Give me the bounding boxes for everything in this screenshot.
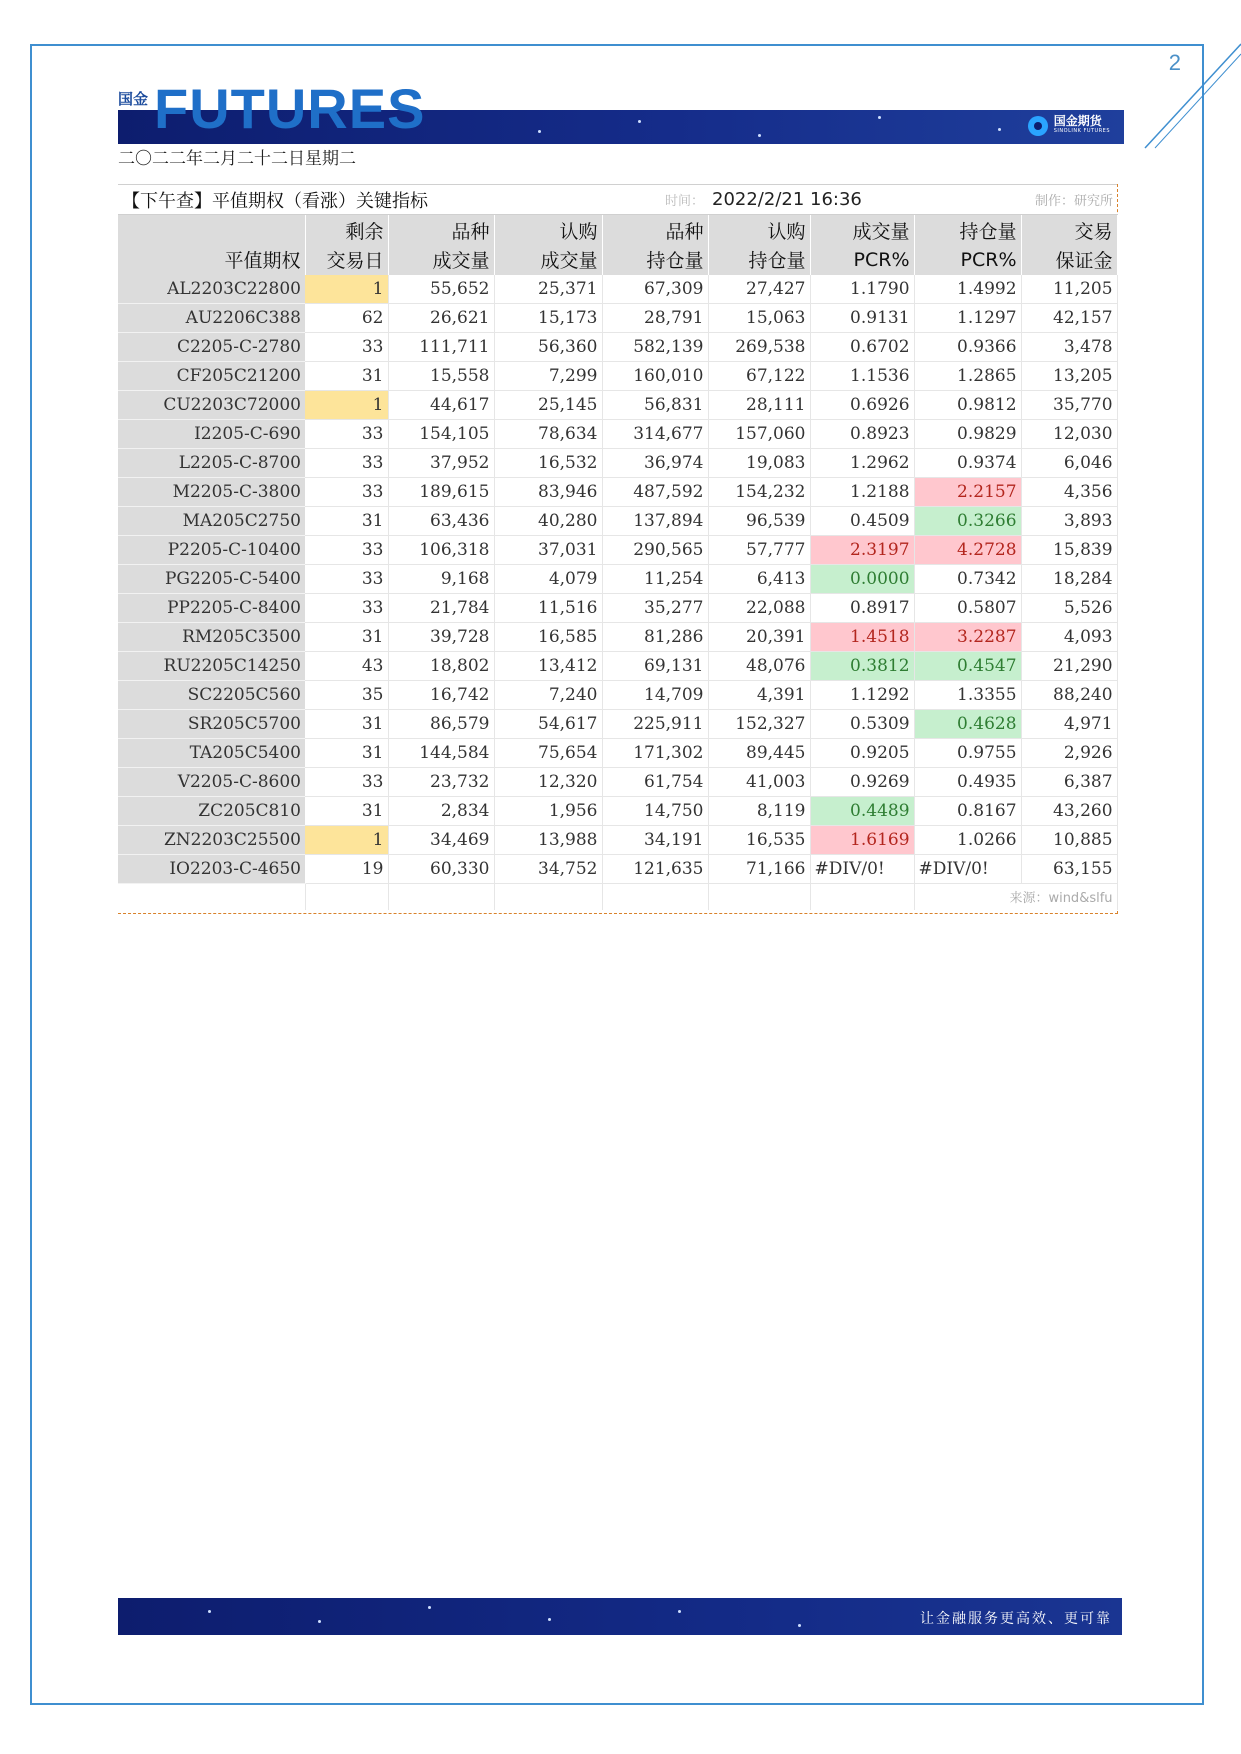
volume-pcr-cell: 0.9269 [810,768,914,797]
header-top-cell: 剩余 [305,215,388,245]
table-row [118,739,1117,768]
header-bottom-cell: 持仓量 [602,245,708,275]
margin-cell: 13,205 [1021,362,1117,391]
open-interest-cell: 61,754 [602,768,708,797]
table-row [118,507,1117,536]
days-left-cell: 35 [305,681,388,710]
empty-footer-cell [118,884,305,910]
empty-footer-cell [388,884,494,910]
days-left-cell: 31 [305,507,388,536]
report-date: 二〇二二年二月二十二日星期二 [118,149,356,169]
oi-pcr-cell: 1.0266 [914,826,1021,855]
volume-cell: 106,318 [388,536,494,565]
volume-pcr-cell: 1.2188 [810,478,914,507]
call-open-interest-cell: 152,327 [708,710,810,739]
oi-pcr-cell: 0.9374 [914,449,1021,478]
call-open-interest-cell: 22,088 [708,594,810,623]
volume-pcr-cell: 2.3197 [810,536,914,565]
option-name-cell: L2205-C-8700 [118,449,305,478]
empty-footer-cell [810,884,914,910]
margin-cell: 4,971 [1021,710,1117,739]
empty-footer-cell [602,884,708,910]
option-name-cell: RM205C3500 [118,623,305,652]
volume-pcr-cell: #DIV/0! [810,855,914,884]
table-title: 【下午查】平值期权（看涨）关键指标 [118,185,602,215]
table-row [118,565,1117,594]
volume-cell: 18,802 [388,652,494,681]
days-left-cell: 33 [305,536,388,565]
volume-cell: 34,469 [388,826,494,855]
days-left-cell: 43 [305,652,388,681]
open-interest-cell: 56,831 [602,391,708,420]
call-volume-cell: 16,585 [494,623,602,652]
time-value: 2022/2/21 16:36 [708,185,914,215]
days-left-cell: 1 [305,826,388,855]
volume-pcr-cell: 0.6702 [810,333,914,362]
option-name-cell: M2205-C-3800 [118,478,305,507]
days-left-cell: 62 [305,304,388,333]
volume-cell: 16,742 [388,681,494,710]
volume-cell: 60,330 [388,855,494,884]
header-top-cell: 认购 [494,215,602,245]
open-interest-cell: 14,750 [602,797,708,826]
call-volume-cell: 34,752 [494,855,602,884]
open-interest-cell: 81,286 [602,623,708,652]
option-name-cell: RU2205C14250 [118,652,305,681]
days-left-cell: 19 [305,855,388,884]
margin-cell: 3,478 [1021,333,1117,362]
call-open-interest-cell: 8,119 [708,797,810,826]
volume-cell: 144,584 [388,739,494,768]
call-open-interest-cell: 19,083 [708,449,810,478]
table-row [118,333,1117,362]
table-row [118,594,1117,623]
open-interest-cell: 36,974 [602,449,708,478]
empty-footer-cell [494,884,602,910]
option-name-cell: TA205C5400 [118,739,305,768]
brand-name: 国金期货 [1053,114,1102,128]
table-row [118,768,1117,797]
volume-cell: 39,728 [388,623,494,652]
margin-cell: 6,387 [1021,768,1117,797]
header-bottom-cell: 持仓量 [708,245,810,275]
header-bottom-cell: 保证金 [1021,245,1117,275]
volume-pcr-cell: 0.0000 [810,565,914,594]
footer-slogan: 让金融服务更高效、更可靠 [920,1611,1112,1627]
option-name-cell: C2205-C-2780 [118,333,305,362]
page-number: 2 [1168,50,1181,75]
call-open-interest-cell: 6,413 [708,565,810,594]
volume-pcr-cell: 0.4489 [810,797,914,826]
days-left-cell: 33 [305,449,388,478]
author-label: 制作：研究所 [914,185,1117,215]
margin-cell: 2,926 [1021,739,1117,768]
volume-cell: 21,784 [388,594,494,623]
logo-futures: FUTURES [154,77,426,140]
volume-cell: 23,732 [388,768,494,797]
option-name-cell: V2205-C-8600 [118,768,305,797]
call-open-interest-cell: 89,445 [708,739,810,768]
header-bottom-cell: 交易日 [305,245,388,275]
data-source-note: 来源：wind&slfu [914,884,1117,910]
empty-footer-cell [305,884,388,910]
header-top-cell: 持仓量 [914,215,1021,245]
indicator-table [118,184,1118,914]
call-open-interest-cell: 20,391 [708,623,810,652]
days-left-cell: 31 [305,362,388,391]
header-bottom-cell: PCR% [914,245,1021,275]
header-top-cell: 认购 [708,215,810,245]
header-top-cell: 品种 [602,215,708,245]
table-row [118,275,1117,304]
call-volume-cell: 78,634 [494,420,602,449]
oi-pcr-cell: 0.9366 [914,333,1021,362]
call-volume-cell: 12,320 [494,768,602,797]
oi-pcr-cell: 0.4628 [914,710,1021,739]
header-bottom-cell: 成交量 [494,245,602,275]
open-interest-cell: 160,010 [602,362,708,391]
margin-cell: 35,770 [1021,391,1117,420]
table-row [118,623,1117,652]
brand-sub: SINOLINK FUTURES [1053,128,1110,134]
oi-pcr-cell: 0.9755 [914,739,1021,768]
volume-cell: 189,615 [388,478,494,507]
call-open-interest-cell: 96,539 [708,507,810,536]
brand-logo-icon [1028,116,1048,136]
volume-cell: 15,558 [388,362,494,391]
option-name-cell: MA205C2750 [118,507,305,536]
call-volume-cell: 13,412 [494,652,602,681]
call-volume-cell: 75,654 [494,739,602,768]
margin-cell: 6,046 [1021,449,1117,478]
call-volume-cell: 16,532 [494,449,602,478]
volume-pcr-cell: 0.6926 [810,391,914,420]
volume-pcr-cell: 0.9131 [810,304,914,333]
table-row [118,449,1117,478]
table-row [118,304,1117,333]
call-volume-cell: 25,145 [494,391,602,420]
open-interest-cell: 35,277 [602,594,708,623]
days-left-cell: 33 [305,478,388,507]
volume-cell: 63,436 [388,507,494,536]
oi-pcr-cell: 0.5807 [914,594,1021,623]
table-row [118,855,1117,884]
volume-pcr-cell: 1.6169 [810,826,914,855]
open-interest-cell: 121,635 [602,855,708,884]
open-interest-cell: 69,131 [602,652,708,681]
margin-cell: 18,284 [1021,565,1117,594]
table-row [118,391,1117,420]
volume-pcr-cell: 0.4509 [810,507,914,536]
days-left-cell: 31 [305,739,388,768]
table-row [118,797,1117,826]
volume-cell: 111,711 [388,333,494,362]
table-row [118,681,1117,710]
days-left-cell: 31 [305,797,388,826]
oi-pcr-cell: 1.4992 [914,275,1021,304]
call-volume-cell: 15,173 [494,304,602,333]
table-row [118,478,1117,507]
margin-cell: 11,205 [1021,275,1117,304]
option-name-cell: CU2203C72000 [118,391,305,420]
days-left-cell: 1 [305,275,388,304]
table-row [118,420,1117,449]
option-name-cell: PG2205-C-5400 [118,565,305,594]
time-label: 时间： [602,185,708,215]
call-open-interest-cell: 41,003 [708,768,810,797]
option-name-cell: AU2206C388 [118,304,305,333]
call-open-interest-cell: 57,777 [708,536,810,565]
table-row [118,536,1117,565]
open-interest-cell: 34,191 [602,826,708,855]
call-volume-cell: 40,280 [494,507,602,536]
call-volume-cell: 54,617 [494,710,602,739]
call-open-interest-cell: 27,427 [708,275,810,304]
days-left-cell: 33 [305,594,388,623]
margin-cell: 42,157 [1021,304,1117,333]
volume-cell: 26,621 [388,304,494,333]
call-volume-cell: 56,360 [494,333,602,362]
call-volume-cell: 25,371 [494,275,602,304]
oi-pcr-cell: 0.9812 [914,391,1021,420]
volume-pcr-cell: 0.8923 [810,420,914,449]
table-row [118,710,1117,739]
volume-pcr-cell: 1.2962 [810,449,914,478]
call-open-interest-cell: 15,063 [708,304,810,333]
oi-pcr-cell: 1.3355 [914,681,1021,710]
call-volume-cell: 13,988 [494,826,602,855]
margin-cell: 5,526 [1021,594,1117,623]
call-volume-cell: 37,031 [494,536,602,565]
oi-pcr-cell: 0.8167 [914,797,1021,826]
empty-footer-cell [708,884,810,910]
call-volume-cell: 7,240 [494,681,602,710]
call-volume-cell: 83,946 [494,478,602,507]
volume-cell: 55,652 [388,275,494,304]
call-volume-cell: 1,956 [494,797,602,826]
volume-cell: 2,834 [388,797,494,826]
open-interest-cell: 14,709 [602,681,708,710]
oi-pcr-cell: 3.2287 [914,623,1021,652]
table-row [118,826,1117,855]
margin-cell: 21,290 [1021,652,1117,681]
option-name-cell: PP2205-C-8400 [118,594,305,623]
option-name-cell: ZC205C810 [118,797,305,826]
header-top-cell [118,215,305,245]
header-bottom-cell: 成交量 [388,245,494,275]
volume-pcr-cell: 0.8917 [810,594,914,623]
call-open-interest-cell: 269,538 [708,333,810,362]
oi-pcr-cell: 0.7342 [914,565,1021,594]
oi-pcr-cell: 0.4547 [914,652,1021,681]
option-name-cell: SR205C5700 [118,710,305,739]
call-volume-cell: 11,516 [494,594,602,623]
days-left-cell: 31 [305,710,388,739]
volume-cell: 154,105 [388,420,494,449]
open-interest-cell: 67,309 [602,275,708,304]
oi-pcr-cell: 0.3266 [914,507,1021,536]
header-top-cell: 品种 [388,215,494,245]
option-name-cell: AL2203C22800 [118,275,305,304]
open-interest-cell: 137,894 [602,507,708,536]
margin-cell: 4,356 [1021,478,1117,507]
option-name-cell: P2205-C-10400 [118,536,305,565]
margin-cell: 63,155 [1021,855,1117,884]
days-left-cell: 33 [305,420,388,449]
volume-pcr-cell: 1.1536 [810,362,914,391]
margin-cell: 15,839 [1021,536,1117,565]
volume-pcr-cell: 0.3812 [810,652,914,681]
open-interest-cell: 487,592 [602,478,708,507]
days-left-cell: 31 [305,623,388,652]
call-volume-cell: 7,299 [494,362,602,391]
table-row [118,652,1117,681]
open-interest-cell: 314,677 [602,420,708,449]
days-left-cell: 33 [305,333,388,362]
call-open-interest-cell: 16,535 [708,826,810,855]
oi-pcr-cell: 0.9829 [914,420,1021,449]
brand [1028,116,1110,136]
header-top-cell: 成交量 [810,215,914,245]
oi-pcr-cell: #DIV/0! [914,855,1021,884]
volume-pcr-cell: 0.5309 [810,710,914,739]
option-name-cell: CF205C21200 [118,362,305,391]
call-volume-cell: 4,079 [494,565,602,594]
margin-cell: 10,885 [1021,826,1117,855]
days-left-cell: 1 [305,391,388,420]
call-open-interest-cell: 48,076 [708,652,810,681]
call-open-interest-cell: 154,232 [708,478,810,507]
days-left-cell: 33 [305,768,388,797]
oi-pcr-cell: 1.1297 [914,304,1021,333]
call-open-interest-cell: 71,166 [708,855,810,884]
option-name-cell: ZN2203C25500 [118,826,305,855]
open-interest-cell: 171,302 [602,739,708,768]
oi-pcr-cell: 4.2728 [914,536,1021,565]
call-open-interest-cell: 157,060 [708,420,810,449]
volume-pcr-cell: 1.4518 [810,623,914,652]
table-row [118,362,1117,391]
days-left-cell: 33 [305,565,388,594]
volume-cell: 44,617 [388,391,494,420]
margin-cell: 88,240 [1021,681,1117,710]
volume-pcr-cell: 0.9205 [810,739,914,768]
volume-pcr-cell: 1.1292 [810,681,914,710]
margin-cell: 4,093 [1021,623,1117,652]
open-interest-cell: 290,565 [602,536,708,565]
oi-pcr-cell: 2.2157 [914,478,1021,507]
option-name-cell: IO2203-C-4650 [118,855,305,884]
option-name-cell: I2205-C-690 [118,420,305,449]
open-interest-cell: 582,139 [602,333,708,362]
call-open-interest-cell: 67,122 [708,362,810,391]
oi-pcr-cell: 0.4935 [914,768,1021,797]
call-open-interest-cell: 4,391 [708,681,810,710]
open-interest-cell: 28,791 [602,304,708,333]
volume-cell: 37,952 [388,449,494,478]
oi-pcr-cell: 1.2865 [914,362,1021,391]
logo-cn: 国金 [118,90,149,108]
open-interest-cell: 11,254 [602,565,708,594]
volume-pcr-cell: 1.1790 [810,275,914,304]
footer-banner [118,1598,1122,1635]
header-bottom-cell: 平值期权 [118,245,305,275]
margin-cell: 43,260 [1021,797,1117,826]
option-name-cell: SC2205C560 [118,681,305,710]
volume-cell: 86,579 [388,710,494,739]
margin-cell: 12,030 [1021,420,1117,449]
volume-cell: 9,168 [388,565,494,594]
header-top-cell: 交易 [1021,215,1117,245]
header-bottom-cell: PCR% [810,245,914,275]
margin-cell: 3,893 [1021,507,1117,536]
open-interest-cell: 225,911 [602,710,708,739]
call-open-interest-cell: 28,111 [708,391,810,420]
